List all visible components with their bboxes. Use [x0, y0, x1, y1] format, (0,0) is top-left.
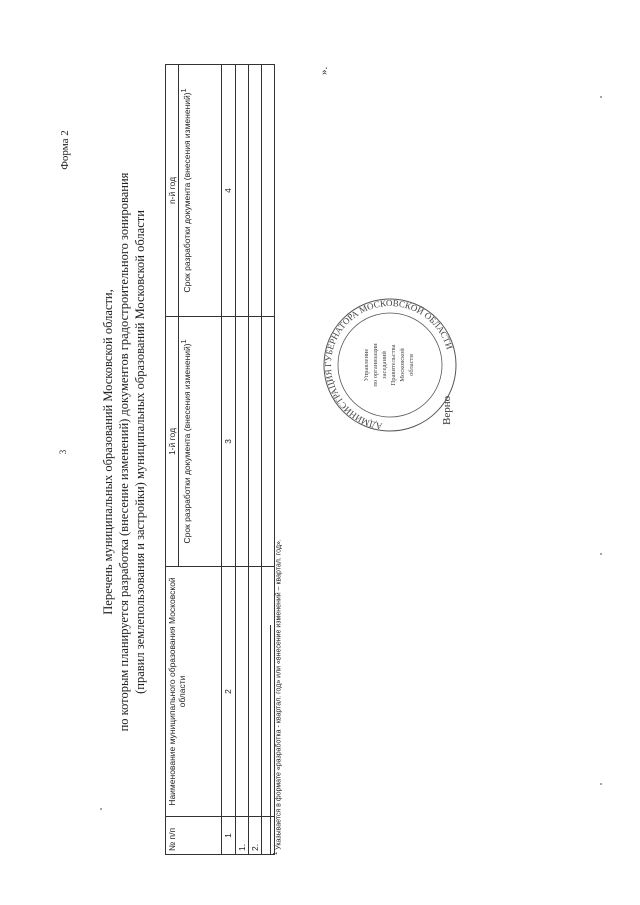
table-index-row — [222, 65, 236, 855]
table-cell: 1. — [236, 817, 249, 855]
table-header-row — [166, 65, 179, 855]
scan-speck — [600, 783, 602, 785]
scan-speck — [600, 96, 602, 98]
table-cell — [249, 317, 262, 567]
municipalities-table — [165, 64, 275, 855]
table-row — [236, 65, 249, 855]
table-cell: ... — [262, 817, 275, 855]
header-num: № п/п — [166, 817, 222, 855]
closing-quote: ». — [318, 66, 330, 75]
table-cell: 2 — [222, 567, 236, 817]
footnote: $^1$ Указывается в формате «разработка - квартал. год» или «внесение изменений – квартал. год». — [273, 539, 283, 855]
table-cell — [236, 65, 249, 317]
table-row — [249, 65, 262, 855]
table-cell: 2. — [249, 817, 262, 855]
header-term-1: Срок разработки документа (внесения изменений)$^1$ — [179, 317, 222, 567]
footnote-divider — [270, 625, 271, 855]
heading-line-3: (правил землепользования и застройки) муниципальных образований Московской области — [133, 210, 147, 694]
header-term-n: Срок разработки документа (внесения изменений)$^1$ — [179, 65, 222, 317]
table-cell — [236, 317, 249, 567]
scan-speck — [100, 808, 102, 810]
header-name: Наименование муниципального образования Московской области — [166, 567, 222, 817]
page-number: 3 — [58, 449, 68, 455]
svg-text:заседаний: заседаний — [381, 351, 388, 379]
form-label: Форма 2 — [59, 130, 71, 170]
table-cell — [249, 567, 262, 817]
stamp-verno-mark: Верно — [441, 395, 453, 425]
table-cell: 4 — [222, 65, 236, 317]
svg-text:Правительства: Правительства — [390, 344, 397, 386]
stamp-ring-text: АДМИНИСТРАЦИЯ ГУБЕРНАТОРА МОСКОВСКОЙ ОБЛАСТИ — [322, 297, 455, 432]
svg-text:Управление: Управление — [363, 348, 370, 382]
table-cell: 3 — [222, 317, 236, 567]
heading-line-1: Перечень муниципальных образований Московской области, — [101, 289, 115, 615]
table-cell: 1 — [222, 817, 236, 855]
stamp-center-text — [363, 343, 415, 387]
svg-text:Московской: Московской — [399, 348, 406, 382]
table-cell — [249, 65, 262, 317]
heading-line-2: по которым планируется разработка (внесение изменений) документов градостроительного зонирования — [117, 172, 131, 732]
svg-text:области: области — [408, 354, 415, 376]
scan-speck — [600, 553, 602, 555]
table-cell: ... — [262, 567, 275, 817]
header-year-n: n-й год — [166, 65, 179, 317]
header-year-1: 1-й год — [166, 317, 179, 567]
table-cell — [236, 567, 249, 817]
svg-text:по организации: по организации — [372, 343, 379, 387]
official-stamp — [320, 295, 460, 435]
